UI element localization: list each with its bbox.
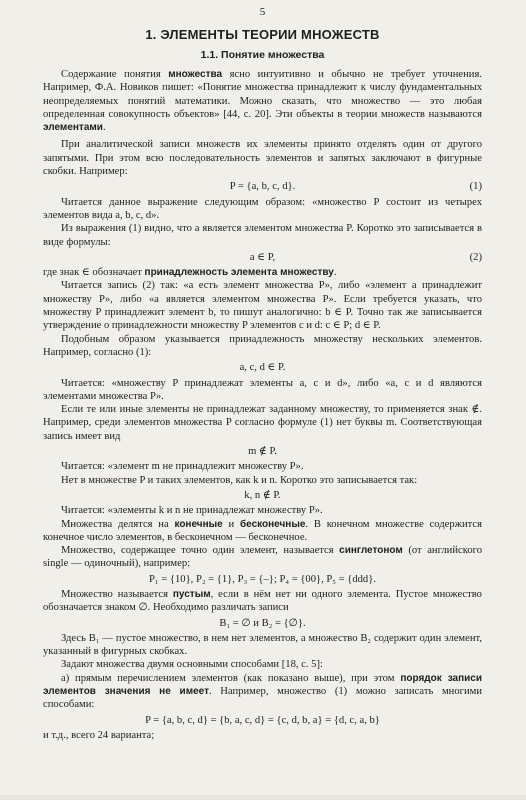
paragraph: Задают множества двумя основными способами [18, с. 5]: (61, 659, 323, 671)
formula: P = {a, b, c, d} = {b, a, c, d} = {c, d, b, a} = {d, c, a, b} (145, 714, 380, 726)
paragraph: Здесь B₁ — пустое множество, в нем нет элементов, а множество B₂ содержит один элемент, указанный в фигурных скобках. (43, 632, 482, 658)
paragraph: Читается данное выражение следующим образом: «множество P состоит из четырех элементов вида a, b, c, d». (43, 196, 482, 221)
paragraph: где знак ∈ обозначает принадлежность элемента множеству. (43, 267, 337, 279)
formula: P₁ = {10}, P₂ = {1}, P₃ = {–}; P₄ = {00}, P₅ = {ddd}. (149, 573, 376, 585)
chapter-title: 1. ЭЛЕМЕНТЫ ТЕОРИИ МНОЖЕСТВ (145, 27, 380, 42)
page-number: 5 (259, 6, 266, 18)
paragraph: Читается запись (2) так: «a есть элемент множества P», либо «элемент a принадлежит множеству P», либо «a является элементом множества P». Если требуется указать, что множеству P принадлежит элемент b, то пишут аналогично: b ∈ P. Точно так же записывается утверждение о принадлежности множеству P элементов c и d: c ∈ P; d ∈ P. (43, 280, 482, 332)
formula: B₁ = ∅ и B₂ = {∅}. (219, 617, 306, 629)
paragraph: Читается: «элементы k и n не принадлежат множеству P». (61, 505, 323, 517)
paragraph: и т.д., всего 24 варианта; (43, 729, 155, 741)
paragraph: Читается: «множеству P принадлежат элементы a, c и d», либо «a, c и d являются элементами множества P». (43, 377, 482, 402)
formula-number: (2) (469, 251, 482, 263)
formula: a, c, d ∈ P. (239, 362, 286, 374)
paragraph: Содержание понятия множества ясно интуитивно и обычно не требует уточнения. Например, Ф.А. Новиков пишет: «Понятие множества принадлежит к числу фундаментальных неопределяемых понятий математики. Можно сказать, что множество — это любая определенная совокупность объектов» [44, с. 20]. Эти объекты в теории множеств называются элементами. (43, 69, 482, 134)
paragraph: а) прямым перечислением элементов (как показано выше), при этом порядок записи элементов значения не имеет. Например, множество (1) можно записать многими способами: (43, 672, 483, 711)
paragraph: Множества делятся на конечные и бесконечные. В конечном множестве содержится конечное число элементов, в бесконечном — бесконечное. (43, 518, 482, 543)
formula: m ∉ P. (248, 446, 277, 458)
formula: k, n ∉ P. (244, 489, 281, 501)
formula: P = {a, b, c, d}. (1) (229, 181, 482, 193)
page-edge (0, 795, 526, 800)
paragraph: Множество называется пустым, если в нём нет ни одного элемента. Пустое множество обозначается знаком ∅. Необходимо различать записи (43, 588, 482, 614)
formula-number: (1) (469, 181, 482, 193)
section-title: 1.1. Понятие множества (200, 49, 325, 61)
paragraph: Подобным образом указывается принадлежность множеству нескольких элементов. Например, согласно (1): (43, 333, 482, 358)
paragraph: При аналитической записи множеств их элементы принято отделять один от другого запятыми. При этом всю последовательность элементов и запятых заключают в фигурные скобки. Например: (43, 139, 482, 178)
paragraph: Из выражения (1) видно, что a является элементом множества P. Коротко это записывается в виде формулы: (43, 223, 482, 248)
paragraph: Если те или иные элементы не принадлежат заданному множеству, то применяется знак ∉. Например, среди элементов множества P согласно формуле (1) нет буквы m. Соответствующая запись имеет вид (43, 404, 482, 442)
formula: a ∈ P, (2) (249, 251, 482, 263)
paragraph: Множество, содержащее точно один элемент, называется синглетоном (от английского single — одиночный), например: (43, 545, 482, 570)
paragraph: Читается: «элемент m не принадлежит множеству P». (61, 461, 304, 473)
paragraph: Нет в множестве P и таких элементов, как k и n. Коротко это записывается так: (61, 474, 418, 486)
